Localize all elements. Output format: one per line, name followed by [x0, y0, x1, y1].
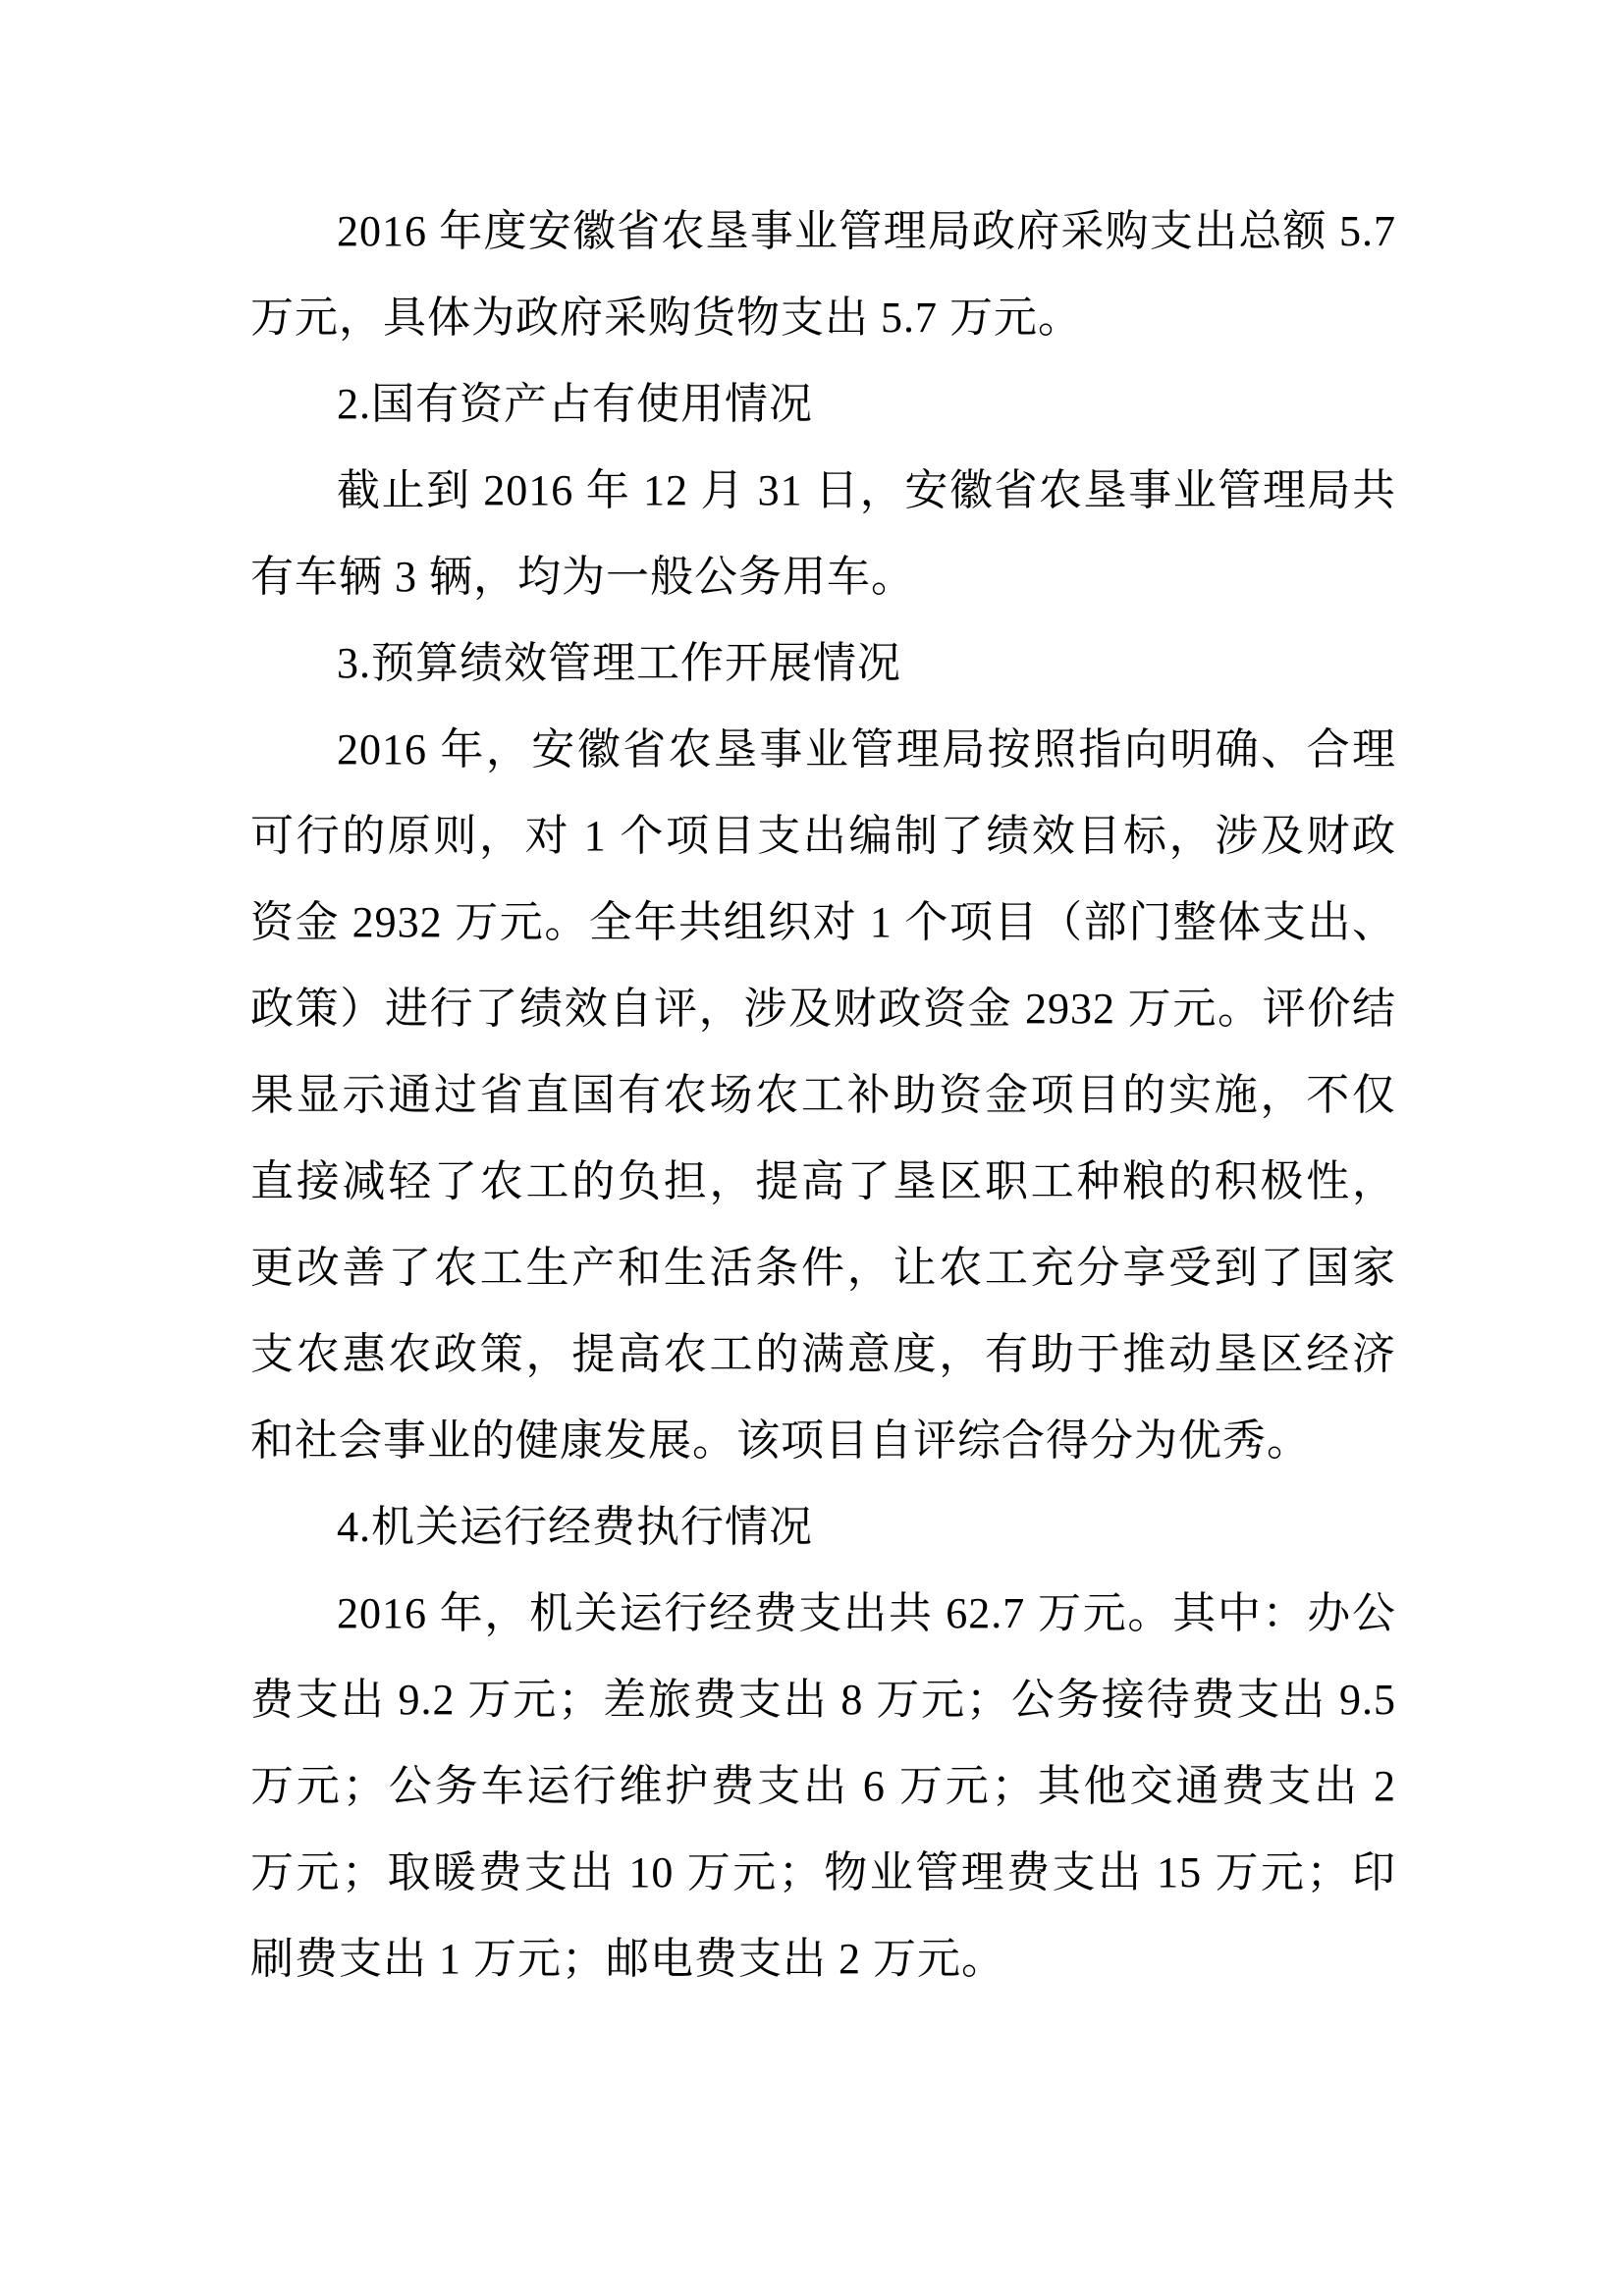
paragraph-budget-performance-detail: 2016 年，安徽省农垦事业管理局按照指向明确、合理可行的原则，对 1 个项目支出编制了绩效目标，涉及财政资金 2932 万元。全年共组织对 1 个项目（部门整体支出、政策）进行了绩效自评，涉及财政资金 2932 万元。评价结果显示通过省直国有农场农工补助资金项目的实施，不仅直接减轻了农工的负担，提高了垦区职工种粮的积极性，更改善了农工生产和生活条件，让农工充分享受到了国家支农惠农政策，提高农工的满意度，有助于推动垦区经济和社会事业的健康发展。该项目自评综合得分为优秀。 — [250, 725, 1396, 1465]
paragraph-procurement-summary: 2016 年度安徽省农垦事业管理局政府采购支出总额 5.7 万元，具体为政府采购货物支出 5.7 万元。 — [250, 207, 1396, 342]
heading-state-assets-usage: 2.国有资产占有使用情况 — [337, 380, 813, 428]
heading-budget-performance: 3.预算绩效管理工作开展情况 — [337, 639, 901, 687]
paragraph-state-assets-detail: 截止到 2016 年 12 月 31 日，安徽省农垦事业管理局共有车辆 3 辆，均为一般公务用车。 — [250, 466, 1396, 601]
document-text-block — [250, 188, 1396, 2002]
heading-operating-expenses: 4.机关运行经费执行情况 — [337, 1503, 813, 1551]
paragraph-operating-expenses-detail: 2016 年，机关运行经费支出共 62.7 万元。其中：办公费支出 9.2 万元；差旅费支出 8 万元；公务接待费支出 9.5 万元；公务车运行维护费支出 6 万元；其他交通费支出 2 万元；取暖费支出 10 万元；物业管理费支出 15 万元；印刷费支出 1 万元；邮电费支出 2 万元。 — [250, 1589, 1396, 1983]
